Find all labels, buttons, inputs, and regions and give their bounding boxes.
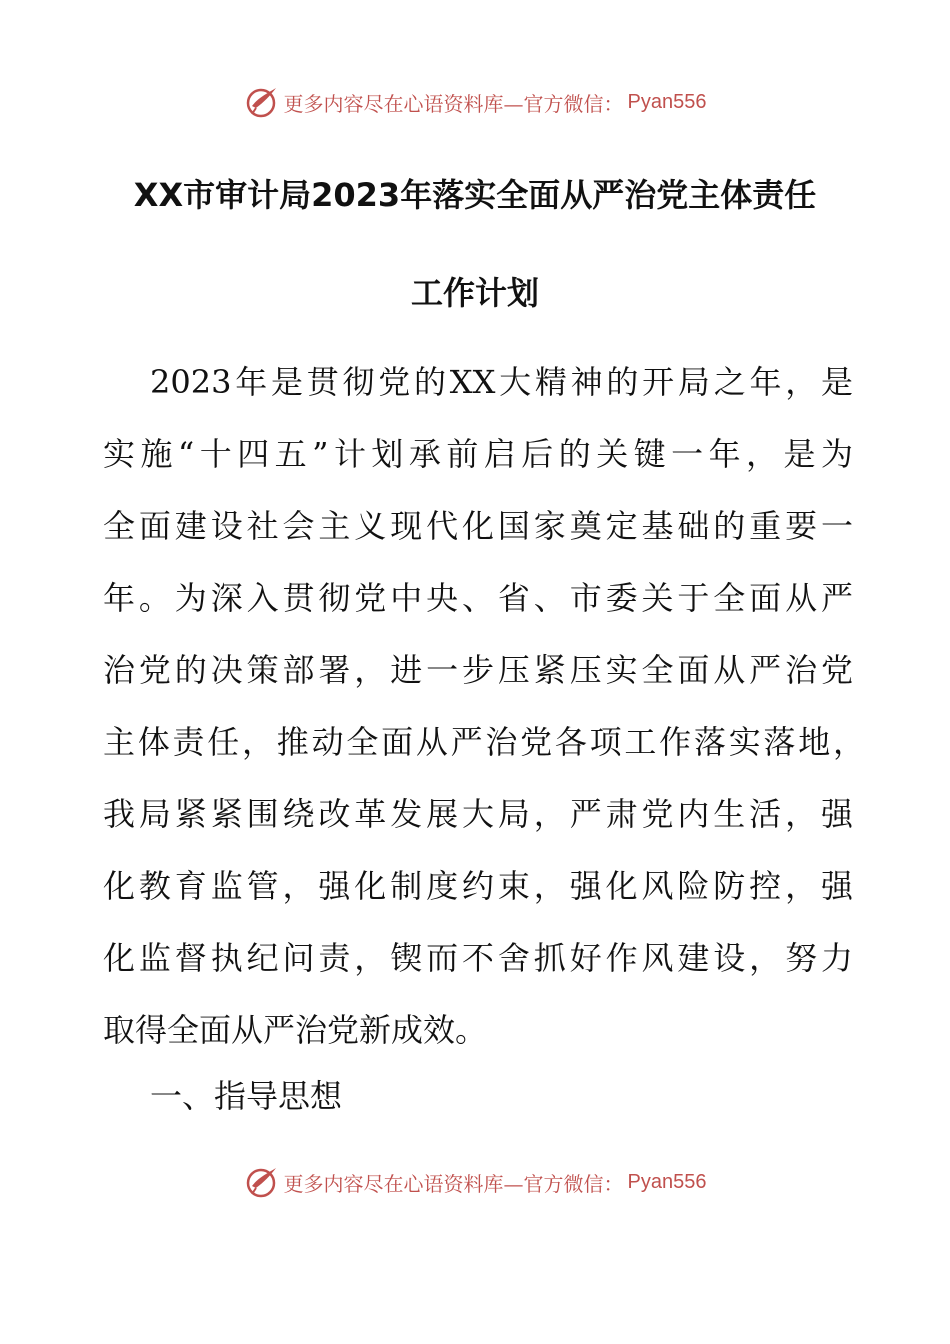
paragraph-line: 取得全面从严治党新成效。: [103, 1011, 488, 1049]
paragraph-line: 治党的决策部署，进一步压紧压实全面从严治党: [103, 651, 853, 689]
paragraph-line: 化监督执纪问责，锲而不舍抓好作风建设，努力: [103, 939, 853, 977]
quill-logo-icon: [244, 84, 280, 120]
paragraph-line: 我局紧紧围绕改革发展大局，严肃党内生活，强: [103, 795, 853, 833]
paragraph-line: 主体责任，推动全面从严治党各项工作落实落地，: [103, 723, 865, 761]
paragraph-line: 全面建设社会主义现代化国家奠定基础的重要一: [103, 507, 853, 545]
watermark-footer: [0, 1162, 950, 1202]
paragraph-line: 年。为深入贯彻党中央、省、市委关于全面从严: [103, 579, 853, 617]
document-title-line-1: XX市审计局2023年落实全面从严治党主体责任: [133, 176, 817, 214]
watermark-header: [0, 82, 950, 122]
watermark-wechat-id: Pyan556: [627, 1170, 707, 1193]
watermark-wechat-id: Pyan556: [627, 90, 707, 113]
quill-logo-icon: [244, 1164, 280, 1200]
watermark-text: 更多内容尽在心语资料库—官方微信：: [283, 1171, 624, 1196]
paragraph-line: 化教育监管，强化制度约束，强化风险防控，强: [103, 867, 853, 905]
paragraph-line: 实施“十四五”计划承前启后的关键一年，是为: [103, 435, 853, 473]
paragraph-line: 2023年是贯彻党的XX大精神的开局之年，是: [150, 363, 853, 401]
section-heading: 一、指导思想: [150, 1077, 343, 1115]
document-title-line-2: 工作计划: [410, 274, 539, 312]
watermark-text: 更多内容尽在心语资料库—官方微信：: [283, 91, 624, 116]
